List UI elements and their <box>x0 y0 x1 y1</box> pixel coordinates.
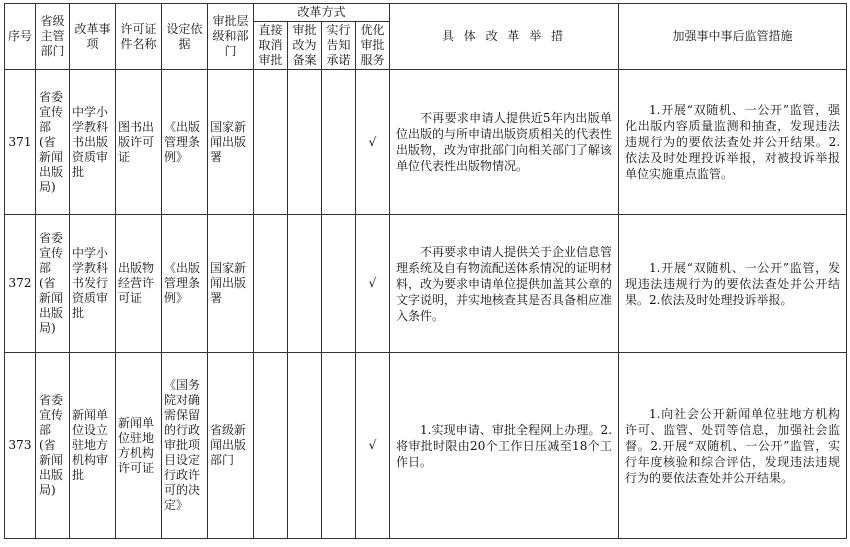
cell-dept: 省委宣传部(省新闻出版局) <box>36 70 70 215</box>
cell-seq: 372 <box>5 215 36 353</box>
header-basis: 设定依据 <box>162 4 208 70</box>
cell-measures: 不再要求申请人提供近5年内出版单位出版的与所申请出版资质相关的代表性出版物，改为审批部门向相关部门了解该单位代表性出版物情况。 <box>390 70 619 215</box>
cell-mode-cancel <box>254 215 288 353</box>
cell-level: 省级新闻出版部门 <box>208 353 254 539</box>
cell-mode-cancel <box>254 70 288 215</box>
cell-level: 国家新闻出版署 <box>208 215 254 353</box>
cell-mode-record <box>288 353 322 539</box>
cell-dept: 省委宣传部(省新闻出版局) <box>36 215 70 353</box>
check-mark: √ <box>356 215 390 353</box>
cell-mode-cancel <box>254 353 288 539</box>
header-license: 许可证件名称 <box>116 4 162 70</box>
cell-license: 出版物经营许可证 <box>116 215 162 353</box>
reform-items-table <box>4 3 847 539</box>
cell-basis: 《国务院对确需保留的行政审批项目设定行政许可的决定》 <box>162 353 208 539</box>
header-seq: 序号 <box>5 4 36 70</box>
cell-seq: 373 <box>5 353 36 539</box>
table-row <box>5 70 847 215</box>
cell-basis: 《出版管理条例》 <box>162 215 208 353</box>
cell-measures: 1.实现申请、审批全程网上办理。2.将审批时限由20个工作日压减至18个工作日。 <box>390 353 619 539</box>
cell-supervision: 1.向社会公开新闻单位驻地方机构许可、监管、处罚等信息，加强社会监督。2.开展“双随机、一公开”监管，实行年度核验和综合评估，发现违法违规行为的要依法查处并公开结果。 <box>619 353 847 539</box>
reform-table-page <box>4 3 847 539</box>
cell-mode-promise <box>322 70 356 215</box>
header-supervision: 加强事中事后监管措施 <box>619 4 847 70</box>
cell-dept: 省委宣传部(省新闻出版局) <box>36 353 70 539</box>
cell-mode-promise <box>322 215 356 353</box>
header-mode-promise: 实行告知承诺 <box>322 22 356 70</box>
cell-seq: 371 <box>5 70 36 215</box>
cell-item: 中学小学教科书发行资质审批 <box>70 215 116 353</box>
cell-level: 国家新闻出版署 <box>208 70 254 215</box>
cell-item: 中学小学教科书出版资质审批 <box>70 70 116 215</box>
cell-mode-record <box>288 70 322 215</box>
check-mark: √ <box>356 353 390 539</box>
check-mark: √ <box>356 70 390 215</box>
cell-measures: 不再要求申请人提供关于企业信息管理系统及自有物流配送体系情况的证明材料，改为要求申请单位提供加盖其公章的文字说明，并实地核查其是否具备相应准入条件。 <box>390 215 619 353</box>
header-dept: 省级主管部门 <box>36 4 70 70</box>
header-item: 改革事项 <box>70 4 116 70</box>
cell-mode-record <box>288 215 322 353</box>
header-reform-mode: 改革方式 <box>254 4 390 22</box>
header-measures: 具 体 改 革 举 措 <box>390 4 619 70</box>
table-row <box>5 215 847 353</box>
table-row <box>5 353 847 539</box>
cell-basis: 《出版管理条例》 <box>162 70 208 215</box>
cell-mode-promise <box>322 353 356 539</box>
cell-license: 图书出版许可证 <box>116 70 162 215</box>
header-mode-cancel: 直接取消审批 <box>254 22 288 70</box>
header-mode-record: 审批改为备案 <box>288 22 322 70</box>
header-mode-optimize: 优化审批服务 <box>356 22 390 70</box>
cell-license: 新闻单位驻地方机构许可证 <box>116 353 162 539</box>
cell-supervision: 1.开展“双随机、一公开”监管，强化出版内容质量监测和抽查，发现违法违规行为的要依法查处并公开结果。2.依法及时处理投诉举报，对被投诉举报单位实施重点监管。 <box>619 70 847 215</box>
cell-item: 新闻单位设立驻地方机构审批 <box>70 353 116 539</box>
header-level: 审批层级和部门 <box>208 4 254 70</box>
cell-supervision: 1.开展“双随机、一公开”监管，发现违法违规行为的要依法查处并公开结果。2.依法及时处理投诉举报。 <box>619 215 847 353</box>
